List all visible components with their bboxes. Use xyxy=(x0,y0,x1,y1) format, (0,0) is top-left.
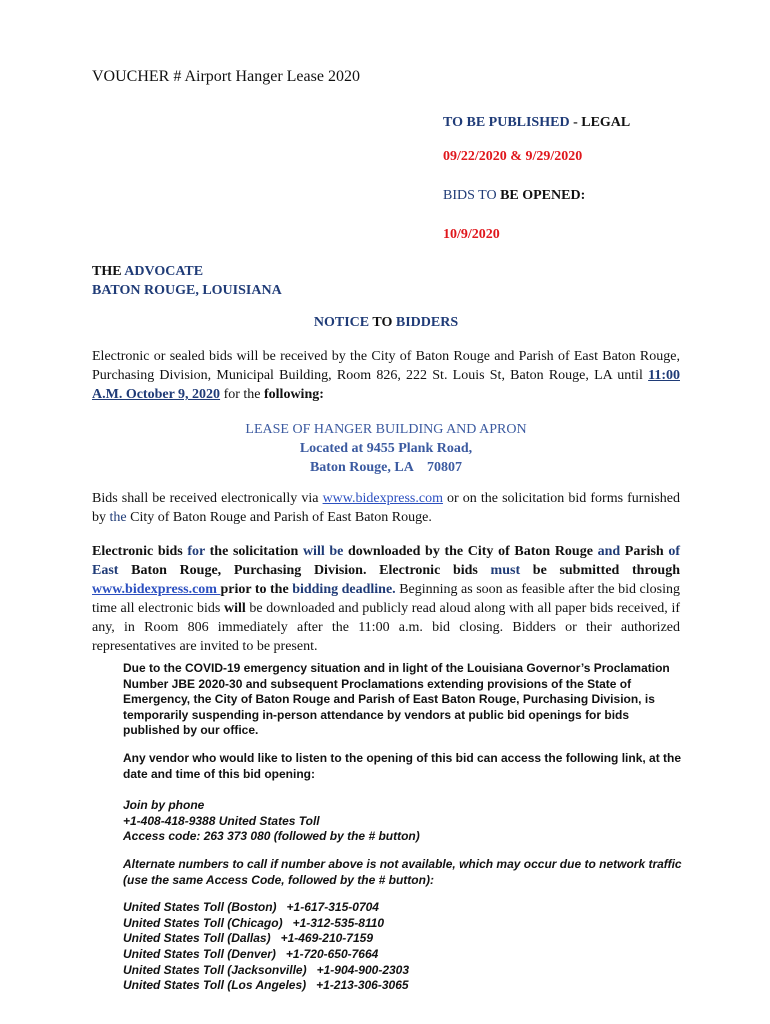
bidexpress-link-2[interactable]: www.bidexpress.com xyxy=(92,582,221,597)
open-date: 10/9/2020 xyxy=(443,227,500,242)
receipt-text: Electronic or sealed bids will be received by the City of Baton Rouge and Parish of East Baton Rouge, Purchasing Division, Municipal Building, Room 826, 222 St. Louis St, Baton Rouge, LA until xyxy=(92,349,680,383)
p3-s9: Baton Rouge, Purchasing Division. Electronic bids xyxy=(118,563,491,578)
p3-s10: must xyxy=(490,563,521,578)
join-by-phone: Join by phone xyxy=(123,798,205,813)
legal-label: - LEGAL xyxy=(569,115,631,130)
p3-s15: will xyxy=(224,601,246,616)
p3-s4: will be xyxy=(302,544,344,559)
the-label: THE xyxy=(92,264,125,279)
alt-number-los-angeles: United States Toll (Los Angeles) +1-213-306-3065 xyxy=(123,978,409,993)
publication-location: BATON ROUGE, LOUISIANA xyxy=(92,283,282,298)
p3-s2: for xyxy=(187,544,205,559)
p3-s14: Beginning as soon as feasible after the bid closing time all electronic bids xyxy=(92,582,680,616)
alternate-numbers-list xyxy=(123,900,683,994)
advocate-label: ADVOCATE xyxy=(124,264,204,279)
p3-s7: Parish xyxy=(620,544,669,559)
covid-notice: Due to the COVID-19 emergency situation and in light of the Louisiana Governor’s Proclamation Number JBE 2020-30 and subsequent Proclamations extending provisions of the State of Emergency, the City of Baton Rouge and Parish of East Baton Rouge, Purchasing Division, is temporarily suspending in-person attendance by vendors at public bid openings for bids published by our office. xyxy=(123,661,670,738)
advocate-line xyxy=(92,262,282,281)
notice-heading xyxy=(92,315,680,331)
following-text: following: xyxy=(264,387,324,402)
project-location: Located at 9455 Plank Road, xyxy=(299,441,473,456)
publication-dates: 09/22/2020 & 9/29/2020 xyxy=(443,149,583,164)
primary-phone: +1-408-418-9388 United States Toll xyxy=(123,813,320,828)
p3-s3: the solicitation xyxy=(205,544,303,559)
p3-s8: of East xyxy=(92,544,681,578)
alt-number-boston: United States Toll (Boston) +1-617-315-0704 xyxy=(123,900,379,915)
download-paragraph xyxy=(92,542,680,656)
bid-receipt-paragraph xyxy=(92,347,680,404)
project-title: LEASE OF HANGER BUILDING AND APRON xyxy=(245,422,527,437)
alt-number-dallas: United States Toll (Dallas) +1-469-210-7159 xyxy=(123,931,373,946)
covid-notice-block xyxy=(123,661,683,994)
p3-s13: bidding deadline. xyxy=(292,582,396,597)
alt-number-jacksonville: United States Toll (Jacksonville) +1-904-900-2303 xyxy=(123,962,410,977)
city-text: City of Baton Rouge and Parish of East Baton Rouge. xyxy=(126,510,432,525)
alt-number-chicago: United States Toll (Chicago) +1-312-535-8110 xyxy=(123,915,385,930)
listen-instructions: Any vendor who would like to listen to the opening of this bid can access the following link, at the date and time of this bid opening: xyxy=(123,750,682,781)
p3-s11: be submitted through xyxy=(520,563,680,578)
notice-word: NOTICE xyxy=(313,315,370,330)
alternate-numbers-note: Alternate numbers to call if number above is not available, which may occur due to network traffic (use the same Access Code, followed by the # button): xyxy=(123,856,682,887)
bids-opened-label xyxy=(443,188,585,204)
the-word: the xyxy=(109,510,127,525)
project-block xyxy=(92,420,680,477)
p3-s5: downloaded by the City of Baton Rouge xyxy=(343,544,598,559)
to-be-published: TO BE PUBLISHED xyxy=(443,115,570,130)
furnished-text: or on the solicitation bid forms furnished by xyxy=(92,491,680,525)
be-opened: BE OPENED: xyxy=(496,188,586,203)
electronic-bids-paragraph xyxy=(92,489,680,527)
p3-s16: be downloaded and publicly read aloud along with all paper bids received, if any, in Room 806 immediately after the 11:00 a.m. bid closing. Bidders or their authorized representatives are invited to be present. xyxy=(92,601,680,654)
for-the-text: for the xyxy=(220,387,264,402)
p3-s12: prior to the xyxy=(220,582,293,597)
bid-deadline: 11:00 A.M. October 9, 2020 xyxy=(92,368,680,402)
to-word: TO xyxy=(369,315,396,330)
bidexpress-link[interactable]: www.bidexpress.com xyxy=(322,491,443,506)
publication-block xyxy=(92,262,282,300)
electronic-text: Bids shall be received electronically via xyxy=(92,491,323,506)
bids-to: BIDS TO xyxy=(443,188,497,203)
p3-s6: and xyxy=(597,544,621,559)
bidders-word: BIDDERS xyxy=(395,315,459,330)
p3-s1: Electronic bids xyxy=(92,544,188,559)
publish-status xyxy=(443,115,630,131)
project-city: Baton Rouge, LA 70807 xyxy=(309,460,463,475)
access-code: Access code: 263 373 080 (followed by the # button) xyxy=(123,829,420,844)
voucher-title: VOUCHER # Airport Hanger Lease 2020 xyxy=(92,68,360,85)
alt-number-denver: United States Toll (Denver) +1-720-650-7664 xyxy=(123,946,379,961)
